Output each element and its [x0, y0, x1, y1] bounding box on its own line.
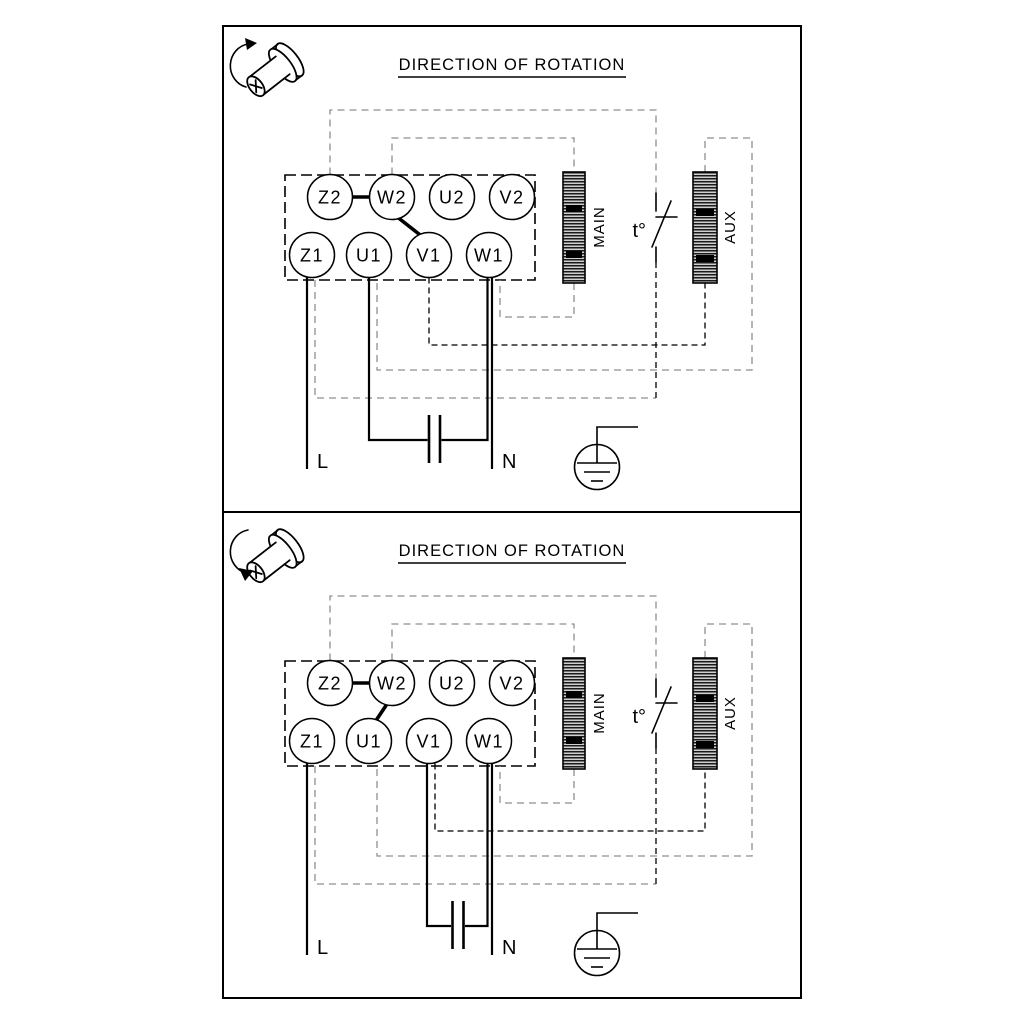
terminal-U2	[430, 661, 475, 706]
svg-text:Z2: Z2	[317, 187, 343, 208]
neutral-label: N	[502, 451, 517, 473]
terminal-Z1	[290, 719, 335, 764]
live-label: L	[317, 451, 329, 473]
thermal-switch-label: t°	[632, 706, 646, 728]
terminal-W1	[467, 233, 512, 278]
aux-winding-band	[696, 209, 714, 216]
aux-winding-label: AUX	[722, 210, 739, 244]
svg-text:V1: V1	[416, 245, 442, 266]
terminal-V2	[490, 175, 535, 220]
aux-winding-band	[696, 255, 714, 262]
main-winding	[563, 172, 585, 283]
main-winding-band	[566, 205, 582, 212]
svg-text:V2: V2	[499, 673, 525, 694]
main-winding-label: MAIN	[591, 206, 608, 248]
terminal-U1	[347, 233, 392, 278]
panel-reverse-rotation	[222, 511, 802, 999]
svg-text:Z1: Z1	[299, 731, 325, 752]
svg-text:Z1: Z1	[299, 245, 325, 266]
svg-text:U1: U1	[355, 245, 383, 266]
svg-text:W1: W1	[474, 731, 504, 752]
terminal-W1	[467, 719, 512, 764]
main-winding-label: MAIN	[591, 692, 608, 734]
aux-winding-band	[696, 741, 714, 748]
aux-winding	[693, 172, 717, 283]
svg-text:W2: W2	[377, 673, 407, 694]
main-winding	[563, 658, 585, 769]
thermal-switch-label: t°	[632, 220, 646, 242]
terminal-U1	[347, 719, 392, 764]
svg-text:U2: U2	[438, 187, 466, 208]
terminal-Z1	[290, 233, 335, 278]
page-title: DIRECTION OF ROTATION	[398, 542, 626, 560]
terminal-W2	[370, 175, 415, 220]
svg-text:U2: U2	[438, 673, 466, 694]
svg-text:V1: V1	[416, 731, 442, 752]
main-winding-band	[566, 737, 582, 744]
terminal-Z2	[308, 661, 353, 706]
live-label: L	[317, 937, 329, 959]
svg-text:W1: W1	[474, 245, 504, 266]
terminal-Z2	[308, 175, 353, 220]
terminal-V2	[490, 661, 535, 706]
neutral-label: N	[502, 937, 517, 959]
svg-text:U1: U1	[355, 731, 383, 752]
aux-winding-label: AUX	[722, 696, 739, 730]
svg-text:W2: W2	[377, 187, 407, 208]
terminal-U2	[430, 175, 475, 220]
terminal-V1	[407, 719, 452, 764]
terminal-W2	[370, 661, 415, 706]
aux-winding	[693, 658, 717, 769]
main-winding-band	[566, 691, 582, 698]
svg-text:Z2: Z2	[317, 673, 343, 694]
svg-text:V2: V2	[499, 187, 525, 208]
page-title: DIRECTION OF ROTATION	[398, 56, 626, 74]
main-winding-band	[566, 251, 582, 258]
aux-winding-band	[696, 695, 714, 702]
panel-forward-rotation	[222, 25, 802, 513]
terminal-V1	[407, 233, 452, 278]
